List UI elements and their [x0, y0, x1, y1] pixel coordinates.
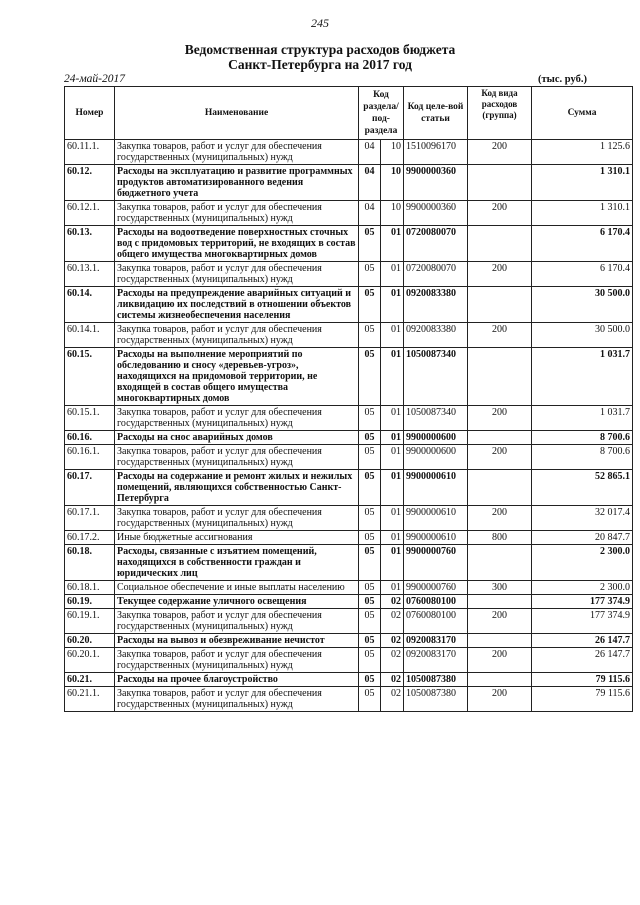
row-type-code: 200	[468, 687, 532, 712]
row-type-code: 200	[468, 201, 532, 226]
row-name: Расходы на эксплуатацию и развитие программных продуктов автоматизированного ведения бюджетного учета	[115, 165, 359, 201]
row-item-code: 9900000600	[404, 445, 468, 470]
row-subsection-code: 01	[381, 262, 404, 287]
row-sum: 32 017.4	[532, 506, 633, 531]
table-row	[65, 634, 633, 648]
header-item: Код целе-вой статьи	[404, 87, 468, 140]
title-line-2: Санкт-Петербурга на 2017 год	[228, 57, 412, 72]
row-item-code: 0760080100	[404, 609, 468, 634]
row-number: 60.19.1.	[65, 609, 115, 634]
row-number: 60.14.	[65, 287, 115, 323]
table-row	[65, 531, 633, 545]
row-sum: 26 147.7	[532, 634, 633, 648]
header-name: Наименование	[115, 87, 359, 140]
row-subsection-code: 02	[381, 673, 404, 687]
row-section-code: 05	[359, 581, 381, 595]
row-section-code: 05	[359, 470, 381, 506]
row-type-code	[468, 673, 532, 687]
document-date: 24-май-2017	[64, 73, 125, 85]
row-name: Закупка товаров, работ и услуг для обеспечения государственных (муниципальных) нужд	[115, 406, 359, 431]
row-subsection-code: 02	[381, 687, 404, 712]
row-section-code: 05	[359, 609, 381, 634]
row-item-code: 9900000760	[404, 581, 468, 595]
row-section-code: 05	[359, 323, 381, 348]
table-row	[65, 226, 633, 262]
table-row	[65, 595, 633, 609]
row-item-code: 9900000360	[404, 165, 468, 201]
row-subsection-code: 10	[381, 165, 404, 201]
row-section-code: 05	[359, 545, 381, 581]
row-type-code	[468, 348, 532, 406]
table-row	[65, 673, 633, 687]
row-type-code	[468, 431, 532, 445]
row-sum: 2 300.0	[532, 545, 633, 581]
row-number: 60.13.	[65, 226, 115, 262]
row-number: 60.17.	[65, 470, 115, 506]
row-sum: 177 374.9	[532, 609, 633, 634]
row-sum: 26 147.7	[532, 648, 633, 673]
table-row	[65, 406, 633, 431]
row-item-code: 0920083170	[404, 648, 468, 673]
row-number: 60.19.	[65, 595, 115, 609]
row-name: Закупка товаров, работ и услуг для обеспечения государственных (муниципальных) нужд	[115, 506, 359, 531]
row-subsection-code: 02	[381, 595, 404, 609]
row-item-code: 0720080070	[404, 262, 468, 287]
row-name: Закупка товаров, работ и услуг для обеспечения государственных (муниципальных) нужд	[115, 323, 359, 348]
row-type-code: 200	[468, 406, 532, 431]
row-number: 60.21.	[65, 673, 115, 687]
row-sum: 30 500.0	[532, 323, 633, 348]
row-number: 60.16.1.	[65, 445, 115, 470]
row-subsection-code: 01	[381, 545, 404, 581]
row-name: Закупка товаров, работ и услуг для обеспечения государственных (муниципальных) нужд	[115, 609, 359, 634]
row-type-code	[468, 165, 532, 201]
row-number: 60.13.1.	[65, 262, 115, 287]
row-name: Расходы на прочее благоустройство	[115, 673, 359, 687]
row-subsection-code: 01	[381, 348, 404, 406]
row-sum: 1 310.1	[532, 165, 633, 201]
row-sum: 79 115.6	[532, 687, 633, 712]
row-item-code: 0760080100	[404, 595, 468, 609]
row-section-code: 05	[359, 445, 381, 470]
row-name: Закупка товаров, работ и услуг для обеспечения государственных (муниципальных) нужд	[115, 687, 359, 712]
table-row	[65, 165, 633, 201]
row-name: Текущее содержание уличного освещения	[115, 595, 359, 609]
row-type-code: 200	[468, 609, 532, 634]
row-sum: 1 031.7	[532, 348, 633, 406]
row-item-code: 1050087340	[404, 348, 468, 406]
header-sum: Сумма	[532, 87, 633, 140]
row-subsection-code: 01	[381, 531, 404, 545]
row-type-code: 200	[468, 506, 532, 531]
row-type-code: 800	[468, 531, 532, 545]
row-item-code: 0920083380	[404, 323, 468, 348]
row-type-code: 200	[468, 445, 532, 470]
table-row	[65, 140, 633, 165]
table-row	[65, 323, 633, 348]
header-type: Код вида расходов (группа)	[468, 87, 532, 140]
row-section-code: 05	[359, 226, 381, 262]
row-section-code: 05	[359, 595, 381, 609]
row-name: Закупка товаров, работ и услуг для обеспечения государственных (муниципальных) нужд	[115, 140, 359, 165]
row-subsection-code: 01	[381, 406, 404, 431]
row-number: 60.15.1.	[65, 406, 115, 431]
row-type-code: 300	[468, 581, 532, 595]
row-item-code: 1510096170	[404, 140, 468, 165]
row-number: 60.15.	[65, 348, 115, 406]
row-section-code: 05	[359, 634, 381, 648]
row-item-code: 1050087380	[404, 673, 468, 687]
row-number: 60.18.	[65, 545, 115, 581]
row-subsection-code: 01	[381, 581, 404, 595]
table-row	[65, 431, 633, 445]
table-row	[65, 445, 633, 470]
row-sum: 8 700.6	[532, 431, 633, 445]
row-type-code: 200	[468, 140, 532, 165]
table-row	[65, 348, 633, 406]
table-row	[65, 506, 633, 531]
row-name: Расходы на вывоз и обезвреживание нечистот	[115, 634, 359, 648]
row-number: 60.16.	[65, 431, 115, 445]
row-sum: 79 115.6	[532, 673, 633, 687]
budget-table	[64, 86, 633, 712]
row-item-code: 9900000610	[404, 531, 468, 545]
table-row	[65, 687, 633, 712]
row-item-code: 0920083170	[404, 634, 468, 648]
table-row	[65, 648, 633, 673]
row-type-code	[468, 595, 532, 609]
row-subsection-code: 01	[381, 445, 404, 470]
row-number: 60.20.	[65, 634, 115, 648]
row-number: 60.21.1.	[65, 687, 115, 712]
row-name: Расходы на предупреждение аварийных ситуаций и ликвидацию их последствий в отношении объектов системы жизнеобеспечения населения	[115, 287, 359, 323]
row-sum: 6 170.4	[532, 262, 633, 287]
table-body	[65, 140, 633, 712]
table-row	[65, 470, 633, 506]
row-item-code: 0920083380	[404, 287, 468, 323]
row-section-code: 05	[359, 648, 381, 673]
row-section-code: 04	[359, 165, 381, 201]
header-num: Номер	[65, 87, 115, 140]
row-type-code	[468, 470, 532, 506]
row-section-code: 05	[359, 673, 381, 687]
table-row	[65, 201, 633, 226]
table-row	[65, 287, 633, 323]
units-label: (тыс. руб.)	[538, 74, 587, 85]
row-number: 60.20.1.	[65, 648, 115, 673]
row-subsection-code: 01	[381, 226, 404, 262]
table-row	[65, 262, 633, 287]
row-name: Закупка товаров, работ и услуг для обеспечения государственных (муниципальных) нужд	[115, 445, 359, 470]
row-sum: 20 847.7	[532, 531, 633, 545]
table-row	[65, 581, 633, 595]
row-type-code	[468, 545, 532, 581]
table-row	[65, 545, 633, 581]
row-section-code: 04	[359, 201, 381, 226]
row-subsection-code: 10	[381, 140, 404, 165]
row-sum: 2 300.0	[532, 581, 633, 595]
row-number: 60.12.1.	[65, 201, 115, 226]
row-type-code	[468, 226, 532, 262]
row-name: Расходы на выполнение мероприятий по обследованию и сносу «деревьев-угроз», находящихся на придомовой территории, не входящей в состав общего имущества многоквартирных домов	[115, 348, 359, 406]
row-section-code: 05	[359, 506, 381, 531]
row-name: Закупка товаров, работ и услуг для обеспечения государственных (муниципальных) нужд	[115, 262, 359, 287]
row-sum: 177 374.9	[532, 595, 633, 609]
row-subsection-code: 10	[381, 201, 404, 226]
row-subsection-code: 01	[381, 323, 404, 348]
row-number: 60.17.1.	[65, 506, 115, 531]
row-sum: 8 700.6	[532, 445, 633, 470]
row-name: Расходы, связанные с изъятием помещений, находящихся в собственности граждан и юридических лиц	[115, 545, 359, 581]
row-name: Расходы на содержание и ремонт жилых и нежилых помещений, являющихся собственностью Санкт-Петербурга	[115, 470, 359, 506]
row-subsection-code: 01	[381, 431, 404, 445]
row-section-code: 05	[359, 348, 381, 406]
row-name: Иные бюджетные ассигнования	[115, 531, 359, 545]
row-section-code: 05	[359, 431, 381, 445]
row-section-code: 05	[359, 287, 381, 323]
row-subsection-code: 02	[381, 648, 404, 673]
row-sum: 1 310.1	[532, 201, 633, 226]
row-sum: 6 170.4	[532, 226, 633, 262]
title-line-1: Ведомственная структура расходов бюджета	[184, 42, 456, 57]
row-item-code: 0720080070	[404, 226, 468, 262]
row-number: 60.11.1.	[65, 140, 115, 165]
row-number: 60.14.1.	[65, 323, 115, 348]
row-subsection-code: 01	[381, 470, 404, 506]
row-item-code: 9900000360	[404, 201, 468, 226]
row-section-code: 04	[359, 140, 381, 165]
row-section-code: 05	[359, 531, 381, 545]
header-section: Код раздела/ под-раздела	[359, 87, 404, 140]
row-item-code: 9900000610	[404, 506, 468, 531]
row-item-code: 9900000600	[404, 431, 468, 445]
row-name: Расходы на водоотведение поверхностных сточных вод с придомовых территорий, не входящих в состав общего имущества многоквартирных домов	[115, 226, 359, 262]
row-item-code: 1050087340	[404, 406, 468, 431]
row-number: 60.12.	[65, 165, 115, 201]
document-title	[0, 42, 640, 72]
table-header-row	[65, 87, 633, 140]
row-name: Расходы на снос аварийных домов	[115, 431, 359, 445]
row-name: Социальное обеспечение и иные выплаты населению	[115, 581, 359, 595]
page-number: 245	[311, 16, 329, 30]
row-type-code: 200	[468, 262, 532, 287]
row-type-code	[468, 287, 532, 323]
row-name: Закупка товаров, работ и услуг для обеспечения государственных (муниципальных) нужд	[115, 201, 359, 226]
row-sum: 52 865.1	[532, 470, 633, 506]
row-number: 60.18.1.	[65, 581, 115, 595]
row-item-code: 1050087380	[404, 687, 468, 712]
row-name: Закупка товаров, работ и услуг для обеспечения государственных (муниципальных) нужд	[115, 648, 359, 673]
row-section-code: 05	[359, 687, 381, 712]
row-section-code: 05	[359, 406, 381, 431]
row-subsection-code: 01	[381, 287, 404, 323]
row-sum: 1 125.6	[532, 140, 633, 165]
row-subsection-code: 02	[381, 634, 404, 648]
row-sum: 30 500.0	[532, 287, 633, 323]
table-row	[65, 609, 633, 634]
row-section-code: 05	[359, 262, 381, 287]
row-item-code: 9900000760	[404, 545, 468, 581]
row-subsection-code: 02	[381, 609, 404, 634]
row-type-code: 200	[468, 648, 532, 673]
row-type-code: 200	[468, 323, 532, 348]
row-subsection-code: 01	[381, 506, 404, 531]
row-number: 60.17.2.	[65, 531, 115, 545]
row-item-code: 9900000610	[404, 470, 468, 506]
row-sum: 1 031.7	[532, 406, 633, 431]
row-type-code	[468, 634, 532, 648]
